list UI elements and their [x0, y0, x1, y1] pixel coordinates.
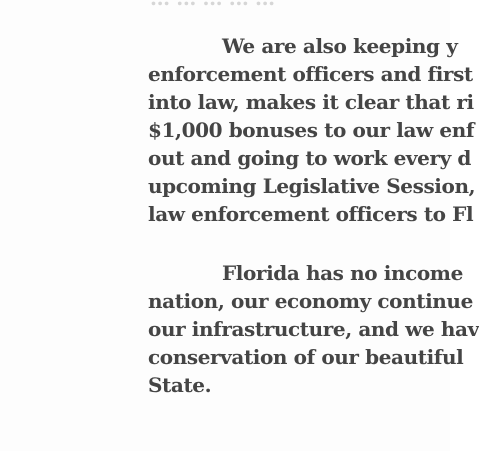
faint-top-line [150, 0, 275, 13]
paragraph-2-line-4: conservation of our beautiful [148, 345, 464, 369]
paragraph-1-line-6: upcoming Legislative Session, [148, 174, 476, 198]
paragraph-1-line-2: enforcement officers and first [148, 62, 473, 86]
paragraph-1-line-4: $1,000 bonuses to our law enf [148, 118, 475, 142]
paragraph-2-line-2: nation, our economy continue [148, 289, 473, 313]
paragraph-1-line-1: We are also keeping y [222, 34, 458, 58]
paragraph-1-line-3: into law, makes it clear that ri [148, 90, 474, 114]
paragraph-1-line-5: out and going to work every d [148, 146, 471, 170]
paragraph-2-line-3: our infrastructure, and we hav [148, 317, 479, 341]
paragraph-2-line-1: Florida has no income [222, 261, 463, 285]
paragraph-1-line-7: law enforcement officers to Fl [148, 202, 474, 226]
paragraph-2-line-5: State. [148, 373, 212, 397]
